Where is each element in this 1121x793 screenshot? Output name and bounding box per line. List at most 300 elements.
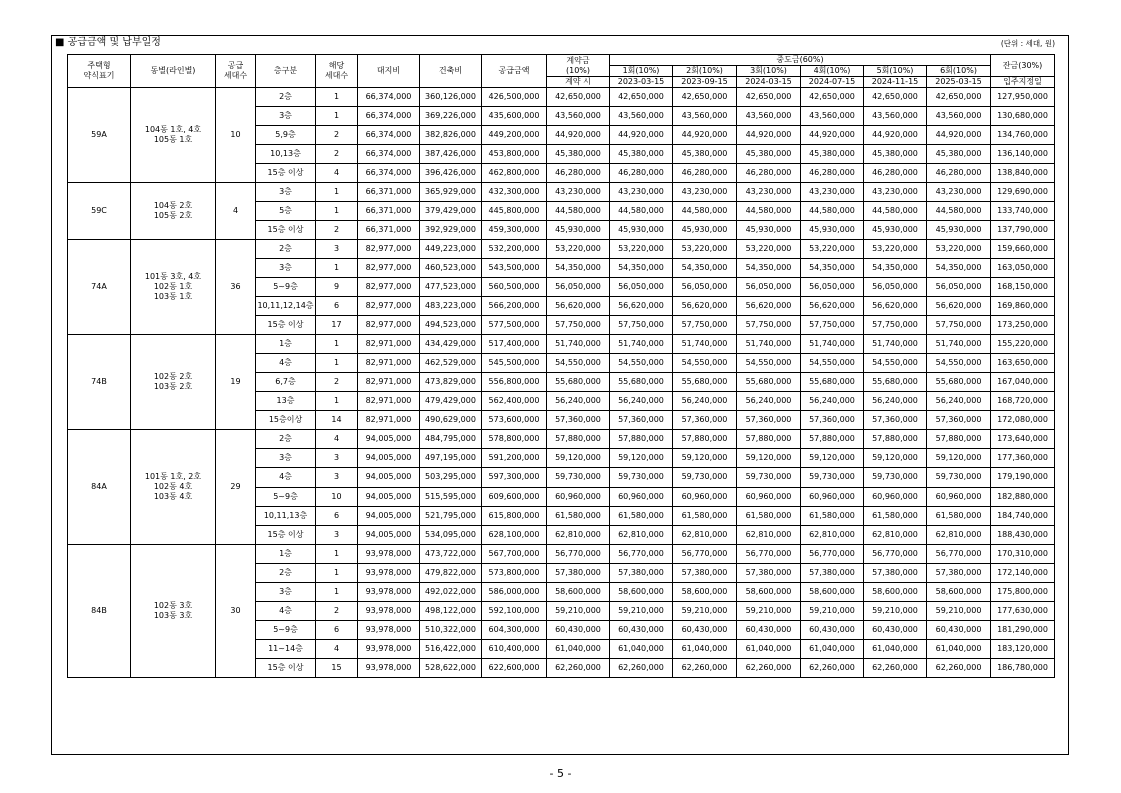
- installment-6-cell: 45,380,000: [927, 145, 991, 164]
- installment-1-cell: 43,560,000: [610, 107, 673, 126]
- installment-4-cell: 42,650,000: [801, 88, 864, 107]
- installment-5-cell: 54,550,000: [864, 354, 927, 373]
- building-price-cell: 510,322,000: [420, 621, 482, 640]
- land-price-cell: 82,971,000: [358, 354, 420, 373]
- building-lines-cell: [131, 430, 216, 545]
- installment-2-cell: 59,730,000: [673, 468, 737, 487]
- contract-cell: 59,210,000: [547, 602, 610, 621]
- building-price-cell: 462,529,000: [420, 354, 482, 373]
- supply-price-cell: 628,100,000: [482, 525, 547, 544]
- building-price-cell: 494,523,000: [420, 316, 482, 335]
- installment-3-cell: 59,120,000: [737, 449, 801, 468]
- installment-2-cell: 56,240,000: [673, 392, 737, 411]
- building-price-cell: 392,929,000: [420, 221, 482, 240]
- header-contract-line2: (10%): [565, 65, 591, 75]
- header-installment-5: 5회(10%): [864, 66, 927, 77]
- installment-2-cell: 60,960,000: [673, 487, 737, 506]
- building-price-cell: 479,429,000: [420, 392, 482, 411]
- building-price-cell: 382,826,000: [420, 126, 482, 145]
- installment-4-cell: 44,920,000: [801, 126, 864, 145]
- header-balance-date: 입주지정일: [991, 77, 1055, 88]
- supply-price-cell: 622,600,000: [482, 659, 547, 678]
- supply-price-cell: 609,600,000: [482, 487, 547, 506]
- land-price-cell: 66,371,000: [358, 221, 420, 240]
- building-line: 103동 4호: [153, 492, 193, 502]
- land-price-cell: 93,978,000: [358, 621, 420, 640]
- table-row: [68, 240, 1055, 259]
- header-supply: [216, 55, 256, 88]
- installment-4-cell: 57,380,000: [801, 564, 864, 583]
- price-table-body: [68, 88, 1055, 678]
- installment-6-cell: 57,360,000: [927, 411, 991, 430]
- unit-count-cell: 3: [316, 449, 358, 468]
- installment-4-cell: 62,810,000: [801, 525, 864, 544]
- installment-2-cell: 61,580,000: [673, 506, 737, 525]
- installment-2-cell: 45,930,000: [673, 221, 737, 240]
- header-installment-date-5: 2024-11-15: [864, 77, 927, 88]
- table-row: [68, 545, 1055, 564]
- installment-2-cell: 57,750,000: [673, 316, 737, 335]
- land-price-cell: 93,978,000: [358, 545, 420, 564]
- supply-price-cell: 560,500,000: [482, 278, 547, 297]
- installment-3-cell: 54,350,000: [737, 259, 801, 278]
- installment-1-cell: 60,430,000: [610, 621, 673, 640]
- land-price-cell: 82,977,000: [358, 278, 420, 297]
- header-units: [316, 55, 358, 88]
- contract-cell: 46,280,000: [547, 164, 610, 183]
- balance-cell: 179,190,000: [991, 468, 1055, 487]
- supply-count-cell: 29: [216, 430, 256, 545]
- unit-count-cell: 1: [316, 202, 358, 221]
- installment-4-cell: 54,550,000: [801, 354, 864, 373]
- balance-cell: 186,780,000: [991, 659, 1055, 678]
- installment-6-cell: 44,920,000: [927, 126, 991, 145]
- land-price-cell: 93,978,000: [358, 583, 420, 602]
- header-contract-line1: 계약금: [566, 55, 590, 65]
- installment-5-cell: 56,620,000: [864, 297, 927, 316]
- unit-count-cell: 1: [316, 564, 358, 583]
- building-price-cell: 521,795,000: [420, 506, 482, 525]
- housing-type-cell: 84A: [68, 430, 131, 545]
- floor-cell: 11~14층: [256, 640, 316, 659]
- installment-1-cell: 53,220,000: [610, 240, 673, 259]
- installment-4-cell: 61,040,000: [801, 640, 864, 659]
- floor-cell: 15층이상: [256, 411, 316, 430]
- land-price-cell: 66,371,000: [358, 202, 420, 221]
- header-units-line2: 세대수: [324, 71, 349, 80]
- land-price-cell: 66,374,000: [358, 145, 420, 164]
- installment-2-cell: 59,210,000: [673, 602, 737, 621]
- installment-1-cell: 59,120,000: [610, 449, 673, 468]
- contract-cell: 56,240,000: [547, 392, 610, 411]
- header-installment-date-3: 2024-03-15: [737, 77, 801, 88]
- balance-cell: 184,740,000: [991, 506, 1055, 525]
- land-price-cell: 66,374,000: [358, 88, 420, 107]
- housing-type-cell: 59A: [68, 88, 131, 183]
- installment-3-cell: 59,210,000: [737, 602, 801, 621]
- building-line: 102동 1호: [153, 282, 193, 291]
- installment-6-cell: 57,750,000: [927, 316, 991, 335]
- land-price-cell: 94,005,000: [358, 506, 420, 525]
- installment-6-cell: 45,930,000: [927, 221, 991, 240]
- balance-cell: 183,120,000: [991, 640, 1055, 659]
- installment-6-cell: 46,280,000: [927, 164, 991, 183]
- installment-2-cell: 42,650,000: [673, 88, 737, 107]
- installment-1-cell: 56,770,000: [610, 545, 673, 564]
- installment-1-cell: 46,280,000: [610, 164, 673, 183]
- installment-5-cell: 57,750,000: [864, 316, 927, 335]
- contract-cell: 43,230,000: [547, 183, 610, 202]
- installment-2-cell: 44,580,000: [673, 202, 737, 221]
- supply-price-cell: 556,800,000: [482, 373, 547, 392]
- installment-5-cell: 61,580,000: [864, 506, 927, 525]
- building-price-cell: 528,622,000: [420, 659, 482, 678]
- floor-cell: 1층: [256, 545, 316, 564]
- floor-cell: 4층: [256, 468, 316, 487]
- installment-2-cell: 43,560,000: [673, 107, 737, 126]
- building-price-cell: 473,829,000: [420, 373, 482, 392]
- installment-5-cell: 56,770,000: [864, 545, 927, 564]
- installment-4-cell: 57,360,000: [801, 411, 864, 430]
- balance-cell: 167,040,000: [991, 373, 1055, 392]
- floor-cell: 5층: [256, 202, 316, 221]
- installment-4-cell: 59,210,000: [801, 602, 864, 621]
- installment-5-cell: 60,960,000: [864, 487, 927, 506]
- installment-1-cell: 56,050,000: [610, 278, 673, 297]
- balance-cell: 129,690,000: [991, 183, 1055, 202]
- unit-count-cell: 14: [316, 411, 358, 430]
- balance-cell: 173,640,000: [991, 430, 1055, 449]
- supply-price-cell: 586,000,000: [482, 583, 547, 602]
- supply-price-cell: 459,300,000: [482, 221, 547, 240]
- table-row: [68, 335, 1055, 354]
- contract-cell: 59,120,000: [547, 449, 610, 468]
- contract-cell: 57,360,000: [547, 411, 610, 430]
- installment-3-cell: 44,920,000: [737, 126, 801, 145]
- floor-cell: 2층: [256, 430, 316, 449]
- installment-4-cell: 59,730,000: [801, 468, 864, 487]
- land-price-cell: 66,374,000: [358, 126, 420, 145]
- land-price-cell: 82,977,000: [358, 297, 420, 316]
- installment-5-cell: 57,360,000: [864, 411, 927, 430]
- installment-3-cell: 60,960,000: [737, 487, 801, 506]
- installment-6-cell: 62,260,000: [927, 659, 991, 678]
- supply-price-cell: 517,400,000: [482, 335, 547, 354]
- building-price-cell: 360,126,000: [420, 88, 482, 107]
- installment-4-cell: 43,560,000: [801, 107, 864, 126]
- balance-cell: 127,950,000: [991, 88, 1055, 107]
- floor-cell: 5,9층: [256, 126, 316, 145]
- installment-4-cell: 60,430,000: [801, 621, 864, 640]
- installment-6-cell: 54,350,000: [927, 259, 991, 278]
- housing-type-cell: 74B: [68, 335, 131, 430]
- header-supply-line2: 세대수: [223, 71, 248, 80]
- installment-6-cell: 59,210,000: [927, 602, 991, 621]
- installment-3-cell: 46,280,000: [737, 164, 801, 183]
- supply-price-cell: 610,400,000: [482, 640, 547, 659]
- floor-cell: 10,11,12,14층: [256, 297, 316, 316]
- installment-6-cell: 56,050,000: [927, 278, 991, 297]
- installment-2-cell: 44,920,000: [673, 126, 737, 145]
- land-price-cell: 93,978,000: [358, 564, 420, 583]
- installment-4-cell: 53,220,000: [801, 240, 864, 259]
- building-price-cell: 479,822,000: [420, 564, 482, 583]
- unit-count-cell: 17: [316, 316, 358, 335]
- installment-5-cell: 57,880,000: [864, 430, 927, 449]
- balance-cell: 169,860,000: [991, 297, 1055, 316]
- building-line: 103동 3호: [153, 611, 193, 621]
- installment-4-cell: 62,260,000: [801, 659, 864, 678]
- installment-6-cell: 42,650,000: [927, 88, 991, 107]
- unit-count-cell: 9: [316, 278, 358, 297]
- contract-cell: 62,260,000: [547, 659, 610, 678]
- unit-count-cell: 1: [316, 392, 358, 411]
- balance-cell: 182,880,000: [991, 487, 1055, 506]
- installment-3-cell: 51,740,000: [737, 335, 801, 354]
- balance-cell: 138,840,000: [991, 164, 1055, 183]
- installment-5-cell: 43,230,000: [864, 183, 927, 202]
- unit-count-cell: 2: [316, 373, 358, 392]
- balance-cell: 136,140,000: [991, 145, 1055, 164]
- installment-5-cell: 43,560,000: [864, 107, 927, 126]
- header-type-line2: 약식표기: [83, 71, 115, 80]
- installment-2-cell: 61,040,000: [673, 640, 737, 659]
- building-line: 104동 1호, 4호: [144, 125, 202, 134]
- land-price-cell: 94,005,000: [358, 430, 420, 449]
- installment-6-cell: 56,770,000: [927, 545, 991, 564]
- installment-4-cell: 45,930,000: [801, 221, 864, 240]
- building-price-cell: 498,122,000: [420, 602, 482, 621]
- land-price-cell: 66,374,000: [358, 164, 420, 183]
- floor-cell: 10,11,13층: [256, 506, 316, 525]
- installment-6-cell: 43,560,000: [927, 107, 991, 126]
- balance-cell: 168,150,000: [991, 278, 1055, 297]
- installment-1-cell: 44,920,000: [610, 126, 673, 145]
- balance-cell: 172,140,000: [991, 564, 1055, 583]
- installment-4-cell: 54,350,000: [801, 259, 864, 278]
- balance-cell: 130,680,000: [991, 107, 1055, 126]
- building-line: 103동 2호: [153, 382, 193, 391]
- building-lines-cell: [131, 545, 216, 678]
- building-line: 105동 1호: [153, 135, 193, 144]
- floor-cell: 15층 이상: [256, 659, 316, 678]
- installment-2-cell: 56,620,000: [673, 297, 737, 316]
- land-price-cell: 82,971,000: [358, 335, 420, 354]
- installment-4-cell: 61,580,000: [801, 506, 864, 525]
- installment-3-cell: 42,650,000: [737, 88, 801, 107]
- contract-cell: 60,430,000: [547, 621, 610, 640]
- building-line: 104동 2호: [153, 201, 193, 210]
- building-price-cell: 477,523,000: [420, 278, 482, 297]
- balance-cell: 168,720,000: [991, 392, 1055, 411]
- installment-1-cell: 43,230,000: [610, 183, 673, 202]
- unit-count-cell: 3: [316, 525, 358, 544]
- unit-count-cell: 2: [316, 126, 358, 145]
- installment-3-cell: 56,240,000: [737, 392, 801, 411]
- installment-6-cell: 57,380,000: [927, 564, 991, 583]
- contract-cell: 60,960,000: [547, 487, 610, 506]
- header-installment-date-1: 2023-03-15: [610, 77, 673, 88]
- floor-cell: 5~9층: [256, 487, 316, 506]
- installment-1-cell: 62,260,000: [610, 659, 673, 678]
- supply-price-cell: 445,800,000: [482, 202, 547, 221]
- unit-count-cell: 1: [316, 259, 358, 278]
- contract-cell: 57,750,000: [547, 316, 610, 335]
- balance-cell: 177,630,000: [991, 602, 1055, 621]
- floor-cell: 6,7층: [256, 373, 316, 392]
- floor-cell: 3층: [256, 107, 316, 126]
- installment-2-cell: 53,220,000: [673, 240, 737, 259]
- building-price-cell: 515,595,000: [420, 487, 482, 506]
- installment-1-cell: 59,210,000: [610, 602, 673, 621]
- balance-cell: 177,360,000: [991, 449, 1055, 468]
- supply-price-cell: 573,600,000: [482, 411, 547, 430]
- supply-count-cell: 4: [216, 183, 256, 240]
- installment-6-cell: 61,040,000: [927, 640, 991, 659]
- unit-note: (단위 : 세대, 원): [1000, 39, 1055, 48]
- installment-2-cell: 57,360,000: [673, 411, 737, 430]
- header-contract: [547, 55, 610, 77]
- land-price-cell: 82,977,000: [358, 259, 420, 278]
- installment-1-cell: 44,580,000: [610, 202, 673, 221]
- installment-4-cell: 55,680,000: [801, 373, 864, 392]
- contract-cell: 45,380,000: [547, 145, 610, 164]
- supply-price-cell: 615,800,000: [482, 506, 547, 525]
- installment-6-cell: 58,600,000: [927, 583, 991, 602]
- balance-cell: 173,250,000: [991, 316, 1055, 335]
- section-title: ■ 공급금액 및 납부일정: [55, 37, 161, 48]
- building-line: 102동 2호: [153, 372, 193, 381]
- header-contract-timing: 계약 시: [547, 77, 610, 88]
- contract-cell: 54,350,000: [547, 259, 610, 278]
- building-price-cell: 460,523,000: [420, 259, 482, 278]
- installment-3-cell: 56,050,000: [737, 278, 801, 297]
- contract-cell: 51,740,000: [547, 335, 610, 354]
- land-price-cell: 82,971,000: [358, 411, 420, 430]
- installment-3-cell: 53,220,000: [737, 240, 801, 259]
- installment-5-cell: 62,260,000: [864, 659, 927, 678]
- installment-2-cell: 55,680,000: [673, 373, 737, 392]
- building-price-cell: 483,223,000: [420, 297, 482, 316]
- installment-5-cell: 59,730,000: [864, 468, 927, 487]
- header-installment-date-2: 2023-09-15: [673, 77, 737, 88]
- installment-4-cell: 56,050,000: [801, 278, 864, 297]
- balance-cell: 137,790,000: [991, 221, 1055, 240]
- table-row: [68, 430, 1055, 449]
- installment-1-cell: 62,810,000: [610, 525, 673, 544]
- supply-price-cell: 453,800,000: [482, 145, 547, 164]
- title-row: [53, 36, 1067, 50]
- unit-count-cell: 15: [316, 659, 358, 678]
- installment-2-cell: 58,600,000: [673, 583, 737, 602]
- housing-type-cell: 59C: [68, 183, 131, 240]
- unit-count-cell: 6: [316, 621, 358, 640]
- unit-count-cell: 4: [316, 640, 358, 659]
- installment-6-cell: 59,730,000: [927, 468, 991, 487]
- header-installment-date-4: 2024-07-15: [801, 77, 864, 88]
- unit-count-cell: 1: [316, 335, 358, 354]
- unit-count-cell: 1: [316, 354, 358, 373]
- installment-1-cell: 56,240,000: [610, 392, 673, 411]
- installment-6-cell: 57,880,000: [927, 430, 991, 449]
- installment-4-cell: 60,960,000: [801, 487, 864, 506]
- installment-2-cell: 54,350,000: [673, 259, 737, 278]
- unit-count-cell: 2: [316, 221, 358, 240]
- installment-4-cell: 46,280,000: [801, 164, 864, 183]
- installment-1-cell: 57,750,000: [610, 316, 673, 335]
- building-price-cell: 490,629,000: [420, 411, 482, 430]
- installment-1-cell: 45,930,000: [610, 221, 673, 240]
- installment-6-cell: 44,580,000: [927, 202, 991, 221]
- land-price-cell: 93,978,000: [358, 659, 420, 678]
- building-lines-cell: [131, 335, 216, 430]
- installment-2-cell: 57,880,000: [673, 430, 737, 449]
- building-price-cell: 516,422,000: [420, 640, 482, 659]
- installment-6-cell: 56,620,000: [927, 297, 991, 316]
- building-price-cell: 434,429,000: [420, 335, 482, 354]
- land-price-cell: 82,971,000: [358, 392, 420, 411]
- contract-cell: 56,770,000: [547, 545, 610, 564]
- installment-2-cell: 62,810,000: [673, 525, 737, 544]
- balance-cell: 155,220,000: [991, 335, 1055, 354]
- balance-cell: 181,290,000: [991, 621, 1055, 640]
- installment-6-cell: 54,550,000: [927, 354, 991, 373]
- building-price-cell: 492,022,000: [420, 583, 482, 602]
- installment-1-cell: 61,040,000: [610, 640, 673, 659]
- header-balance: 잔금(30%): [991, 55, 1055, 77]
- building-price-cell: 534,095,000: [420, 525, 482, 544]
- building-price-cell: 449,223,000: [420, 240, 482, 259]
- building-line: 102동 3호: [153, 601, 193, 611]
- installment-4-cell: 57,880,000: [801, 430, 864, 449]
- header-installment-2: 2회(10%): [673, 66, 737, 77]
- land-price-cell: 94,005,000: [358, 487, 420, 506]
- floor-cell: 4층: [256, 354, 316, 373]
- building-price-cell: 379,429,000: [420, 202, 482, 221]
- installment-2-cell: 45,380,000: [673, 145, 737, 164]
- installment-5-cell: 59,210,000: [864, 602, 927, 621]
- contract-cell: 61,580,000: [547, 506, 610, 525]
- supply-price-cell: 432,300,000: [482, 183, 547, 202]
- contract-cell: 56,050,000: [547, 278, 610, 297]
- building-price-cell: 484,795,000: [420, 430, 482, 449]
- installment-5-cell: 44,580,000: [864, 202, 927, 221]
- balance-cell: 163,050,000: [991, 259, 1055, 278]
- installment-2-cell: 46,280,000: [673, 164, 737, 183]
- table-row: [68, 183, 1055, 202]
- supply-price-cell: 545,500,000: [482, 354, 547, 373]
- header-type: [68, 55, 131, 88]
- installment-3-cell: 44,580,000: [737, 202, 801, 221]
- installment-1-cell: 56,620,000: [610, 297, 673, 316]
- unit-count-cell: 2: [316, 602, 358, 621]
- installment-5-cell: 45,380,000: [864, 145, 927, 164]
- balance-cell: 172,080,000: [991, 411, 1055, 430]
- header-installment-1: 1회(10%): [610, 66, 673, 77]
- installment-5-cell: 59,120,000: [864, 449, 927, 468]
- balance-cell: 134,760,000: [991, 126, 1055, 145]
- installment-4-cell: 57,750,000: [801, 316, 864, 335]
- supply-price-cell: 462,800,000: [482, 164, 547, 183]
- installment-5-cell: 56,240,000: [864, 392, 927, 411]
- installment-3-cell: 57,750,000: [737, 316, 801, 335]
- supply-price-cell: 597,300,000: [482, 468, 547, 487]
- installment-1-cell: 57,880,000: [610, 430, 673, 449]
- floor-cell: 3층: [256, 449, 316, 468]
- contract-cell: 44,580,000: [547, 202, 610, 221]
- installment-5-cell: 55,680,000: [864, 373, 927, 392]
- installment-4-cell: 51,740,000: [801, 335, 864, 354]
